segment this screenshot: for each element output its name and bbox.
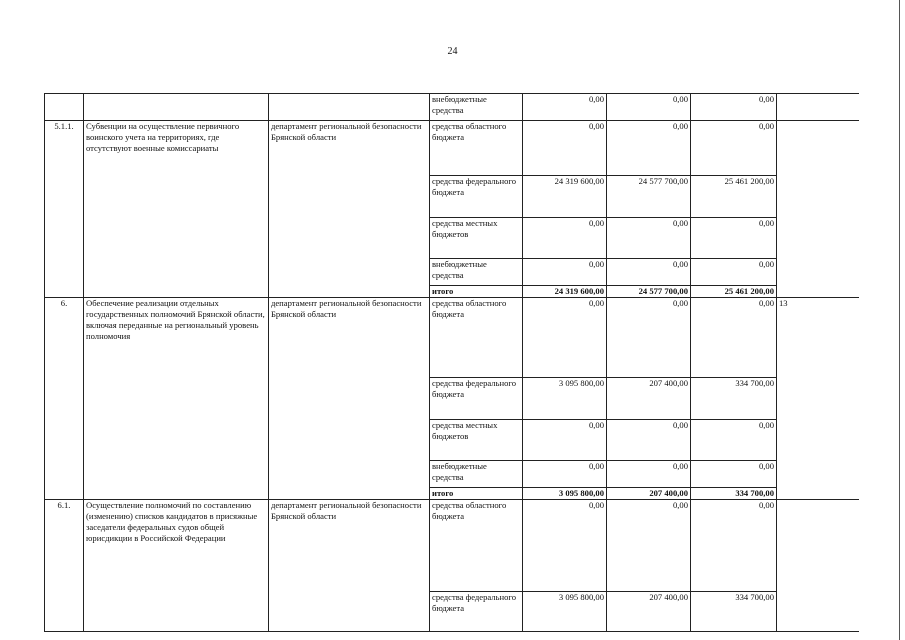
amount-year2-cell: 0,00 xyxy=(607,94,691,121)
amount-year1-cell: 0,00 xyxy=(523,121,607,176)
amount-year3-cell: 0,00 xyxy=(691,461,777,488)
amount-year3-cell: 0,00 xyxy=(691,94,777,121)
amount-year2-cell: 0,00 xyxy=(607,500,691,592)
funding-source-cell: средства федерального бюджета xyxy=(430,378,523,420)
amount-year2-cell: 24 577 700,00 xyxy=(607,286,691,298)
item-name-cell: Осуществление полномочий по составлению (изменению) списков кандидатов в присяжные заседатели федеральных судов общей юрисдикции в Российской Федерации xyxy=(84,500,269,632)
page-number: 24 xyxy=(447,46,458,57)
amount-year2-cell: 0,00 xyxy=(607,420,691,461)
amount-year2-cell: 0,00 xyxy=(607,298,691,378)
amount-year3-cell: 25 461 200,00 xyxy=(691,286,777,298)
funding-source-cell: внебюджетные средства xyxy=(430,461,523,488)
funding-source-cell: средства федерального бюджета xyxy=(430,176,523,218)
amount-year1-cell: 0,00 xyxy=(523,500,607,592)
executor-cell: департамент региональной безопасности Брянской области xyxy=(269,500,430,632)
amount-year1-cell: 0,00 xyxy=(523,94,607,121)
amount-year2-cell: 207 400,00 xyxy=(607,488,691,500)
item-name-cell: Обеспечение реализации отдельных государственных полномочий Брянской области, включая переданные на региональный уровень полномочия xyxy=(84,298,269,500)
executor-cell: департамент региональной безопасности Брянской области xyxy=(269,121,430,298)
amount-year3-cell: 334 700,00 xyxy=(691,488,777,500)
amount-year1-cell: 3 095 800,00 xyxy=(523,592,607,632)
amount-year2-cell: 0,00 xyxy=(607,461,691,488)
item-name-cell: Субвенции на осуществление первичного воинского учета на территориях, где отсутствуют военные комиссариаты xyxy=(84,121,269,298)
amount-year1-cell: 0,00 xyxy=(523,259,607,286)
funding-source-cell: средства областного бюджета xyxy=(430,298,523,378)
scan-edge-line xyxy=(899,0,900,640)
program-funding-table xyxy=(44,93,859,632)
amount-year1-cell: 24 319 600,00 xyxy=(523,176,607,218)
funding-source-cell: средства федерального бюджета xyxy=(430,592,523,632)
amount-year1-cell: 0,00 xyxy=(523,420,607,461)
table-row xyxy=(45,298,859,378)
item-number-cell: 5.1.1. xyxy=(45,121,84,298)
indicator-cell xyxy=(777,121,859,298)
amount-year1-cell: 3 095 800,00 xyxy=(523,378,607,420)
amount-year2-cell: 0,00 xyxy=(607,121,691,176)
table-row xyxy=(45,94,859,121)
amount-year3-cell: 0,00 xyxy=(691,259,777,286)
table-row xyxy=(45,500,859,592)
item-number-cell: 6. xyxy=(45,298,84,500)
item-name-cell xyxy=(84,94,269,121)
funding-source-cell: средства областного бюджета xyxy=(430,500,523,592)
amount-year3-cell: 334 700,00 xyxy=(691,592,777,632)
amount-year1-cell: 0,00 xyxy=(523,461,607,488)
amount-year2-cell: 24 577 700,00 xyxy=(607,176,691,218)
amount-year2-cell: 0,00 xyxy=(607,218,691,259)
item-number-cell xyxy=(45,94,84,121)
funding-source-cell: внебюджетные средства xyxy=(430,259,523,286)
amount-year2-cell: 207 400,00 xyxy=(607,592,691,632)
amount-year3-cell: 0,00 xyxy=(691,121,777,176)
indicator-cell xyxy=(777,500,859,632)
funding-source-cell: средства местных бюджетов xyxy=(430,218,523,259)
item-number-cell: 6.1. xyxy=(45,500,84,632)
amount-year2-cell: 0,00 xyxy=(607,259,691,286)
funding-source-cell: итого xyxy=(430,488,523,500)
amount-year3-cell: 0,00 xyxy=(691,420,777,461)
executor-cell xyxy=(269,94,430,121)
amount-year1-cell: 0,00 xyxy=(523,218,607,259)
amount-year2-cell: 207 400,00 xyxy=(607,378,691,420)
funding-source-cell: средства местных бюджетов xyxy=(430,420,523,461)
executor-cell: департамент региональной безопасности Брянской области xyxy=(269,298,430,500)
amount-year1-cell: 24 319 600,00 xyxy=(523,286,607,298)
amount-year3-cell: 0,00 xyxy=(691,298,777,378)
amount-year3-cell: 334 700,00 xyxy=(691,378,777,420)
funding-source-cell: средства областного бюджета xyxy=(430,121,523,176)
amount-year3-cell: 0,00 xyxy=(691,500,777,592)
funding-source-cell: итого xyxy=(430,286,523,298)
table-row xyxy=(45,121,859,176)
indicator-cell: 13 xyxy=(777,298,859,500)
indicator-cell xyxy=(777,94,859,121)
amount-year3-cell: 0,00 xyxy=(691,218,777,259)
funding-source-cell: внебюджетные средства xyxy=(430,94,523,121)
amount-year1-cell: 3 095 800,00 xyxy=(523,488,607,500)
amount-year3-cell: 25 461 200,00 xyxy=(691,176,777,218)
amount-year1-cell: 0,00 xyxy=(523,298,607,378)
